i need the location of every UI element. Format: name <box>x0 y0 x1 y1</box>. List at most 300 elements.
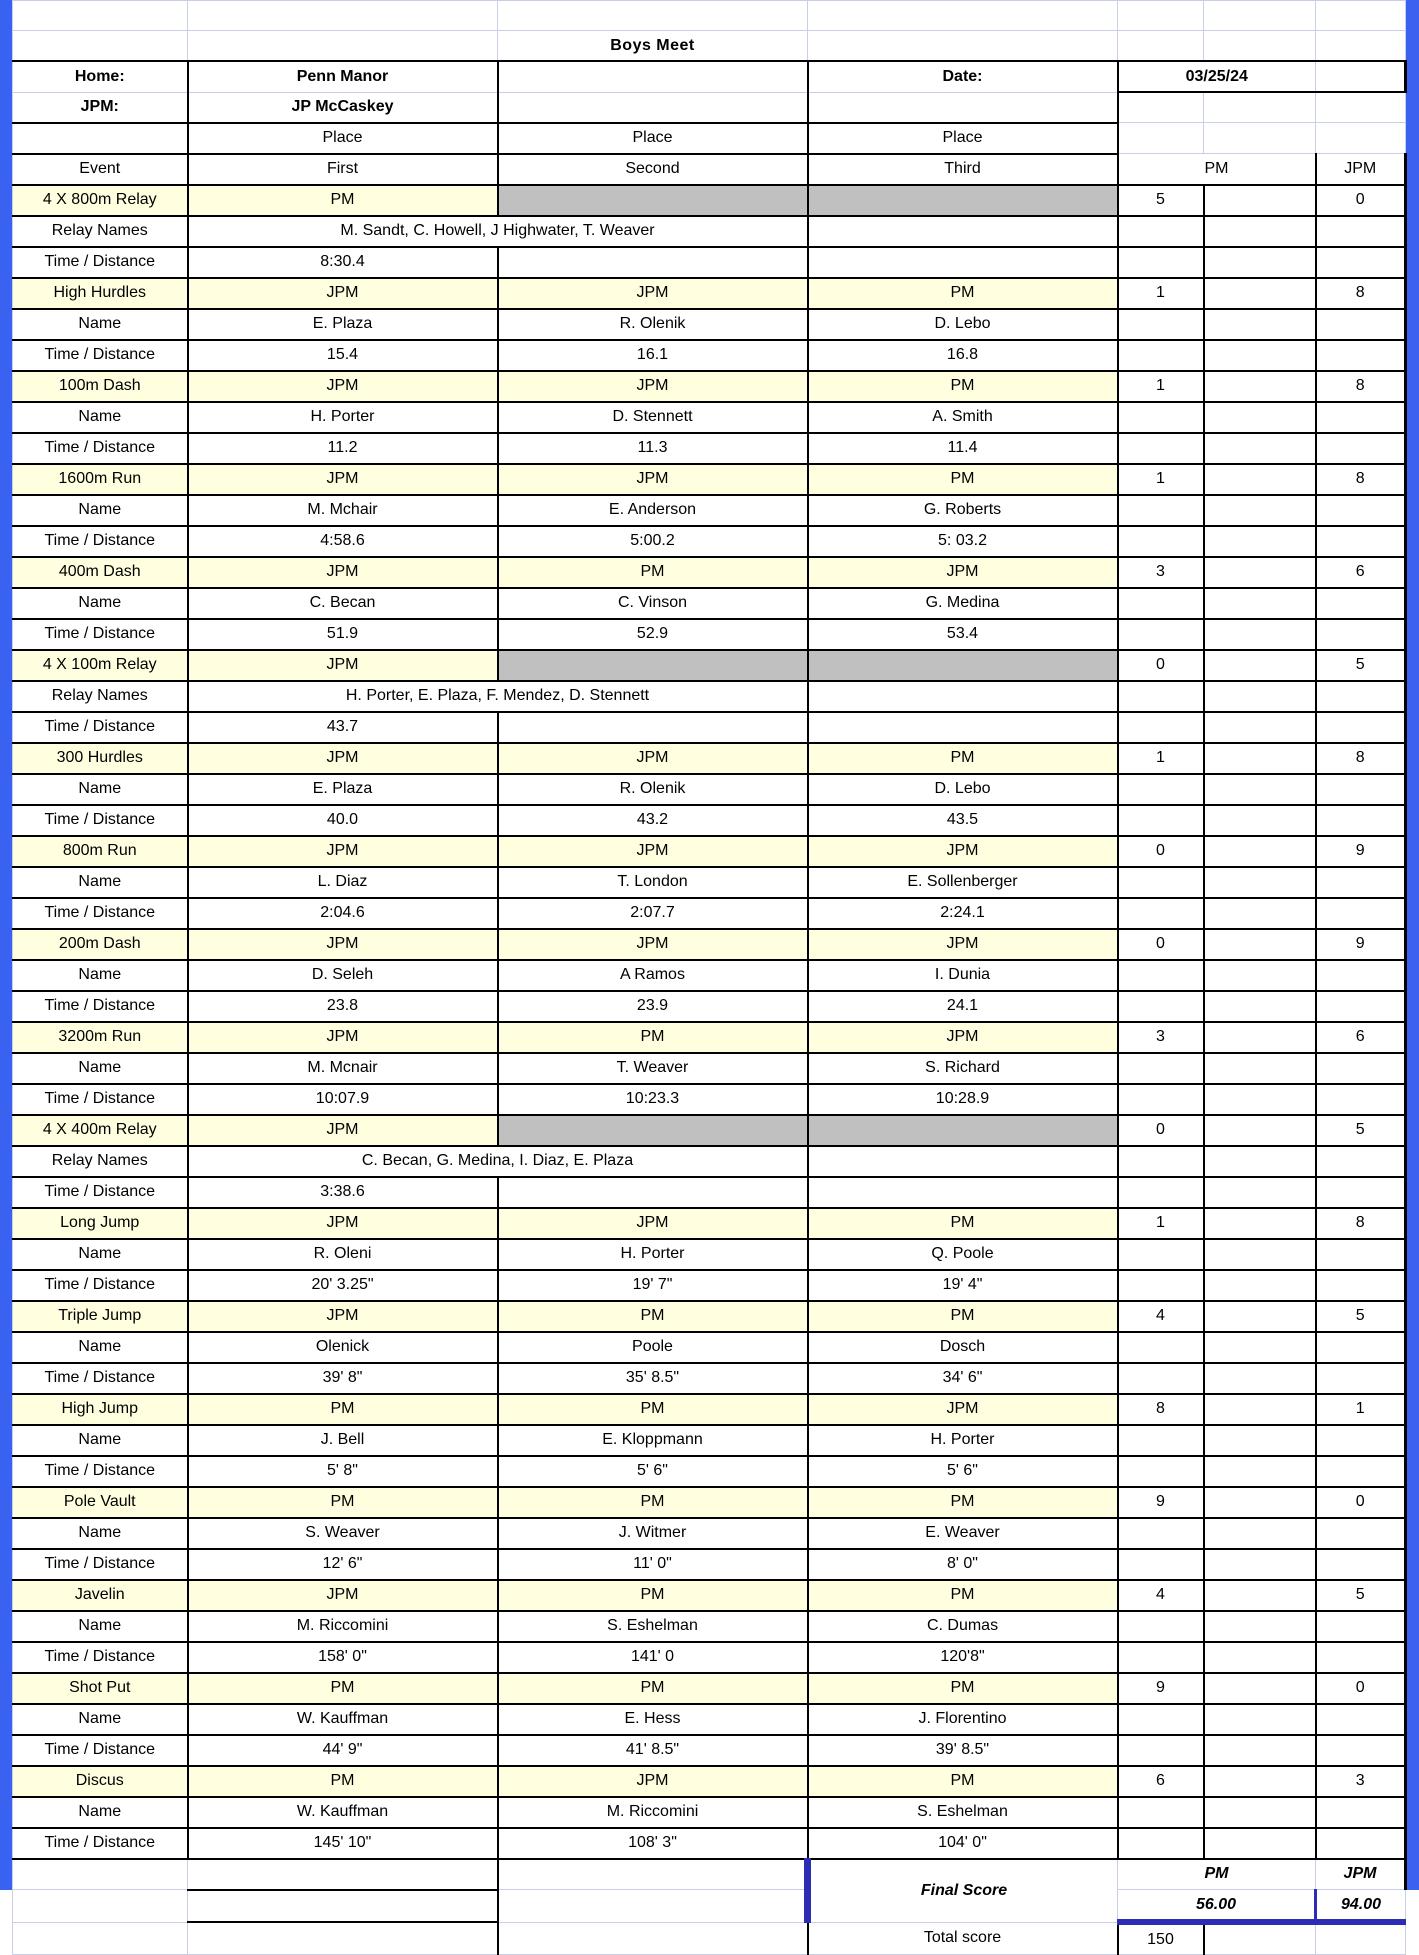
place-second[interactable]: JPM <box>498 278 808 309</box>
jpm-points[interactable]: 5 <box>1316 650 1406 681</box>
points-empty[interactable] <box>1118 1642 1204 1673</box>
place-third[interactable]: PM <box>808 1673 1118 1704</box>
event-name[interactable]: Long Jump <box>13 1208 188 1239</box>
points-empty[interactable] <box>1204 991 1316 1022</box>
time-third[interactable]: 43.5 <box>808 805 1118 836</box>
points-spacer[interactable] <box>1204 1766 1316 1797</box>
blank-cell[interactable] <box>13 1859 188 1890</box>
points-empty[interactable] <box>1118 247 1204 278</box>
points-empty[interactable] <box>1118 1239 1204 1270</box>
place-first[interactable]: JPM <box>188 1301 498 1332</box>
event-name[interactable]: High Jump <box>13 1394 188 1425</box>
points-spacer[interactable] <box>1204 650 1316 681</box>
place-third-empty[interactable] <box>808 1115 1118 1146</box>
place-first[interactable]: JPM <box>188 371 498 402</box>
place-third[interactable]: JPM <box>808 557 1118 588</box>
points-empty[interactable] <box>1316 1456 1406 1487</box>
blank-cell[interactable] <box>498 1859 808 1890</box>
name-second[interactable]: R. Olenik <box>498 309 808 340</box>
name-third[interactable]: S. Eshelman <box>808 1797 1118 1828</box>
pm-points[interactable]: 9 <box>1118 1673 1204 1704</box>
pm-points[interactable]: 1 <box>1118 464 1204 495</box>
points-empty[interactable] <box>1316 1704 1406 1735</box>
points-empty[interactable] <box>1118 898 1204 929</box>
points-empty[interactable] <box>1316 1084 1406 1115</box>
place-second[interactable]: JPM <box>498 464 808 495</box>
time-second[interactable]: 141' 0 <box>498 1642 808 1673</box>
name-first[interactable]: S. Weaver <box>188 1518 498 1549</box>
points-empty[interactable] <box>1316 433 1406 464</box>
names-empty[interactable] <box>808 216 1118 247</box>
place-third[interactable]: PM <box>808 278 1118 309</box>
name-third[interactable]: I. Dunia <box>808 960 1118 991</box>
place-second[interactable]: JPM <box>498 929 808 960</box>
points-empty[interactable] <box>1118 526 1204 557</box>
place-first[interactable]: JPM <box>188 557 498 588</box>
time-third[interactable]: 16.8 <box>808 340 1118 371</box>
place-second[interactable]: PM <box>498 1580 808 1611</box>
jpm-points[interactable]: 0 <box>1316 185 1406 216</box>
jpm-points[interactable]: 9 <box>1316 836 1406 867</box>
jpm-points[interactable]: 8 <box>1316 743 1406 774</box>
points-empty[interactable] <box>1204 309 1316 340</box>
time-first[interactable]: 2:04.6 <box>188 898 498 929</box>
event-name[interactable]: 800m Run <box>13 836 188 867</box>
place-third[interactable]: JPM <box>808 929 1118 960</box>
place-third[interactable]: PM <box>808 371 1118 402</box>
place-second[interactable]: PM <box>498 1673 808 1704</box>
name-first[interactable]: H. Porter <box>188 402 498 433</box>
name-first[interactable]: D. Seleh <box>188 960 498 991</box>
jpm-points[interactable]: 0 <box>1316 1487 1406 1518</box>
points-empty[interactable] <box>1316 1549 1406 1580</box>
name-second[interactable]: J. Witmer <box>498 1518 808 1549</box>
place-second-empty[interactable] <box>498 650 808 681</box>
time-empty[interactable] <box>808 1177 1118 1208</box>
place-first[interactable]: JPM <box>188 836 498 867</box>
name-second[interactable]: Poole <box>498 1332 808 1363</box>
event-name[interactable]: 100m Dash <box>13 371 188 402</box>
points-empty[interactable] <box>1316 1332 1406 1363</box>
event-name[interactable]: Triple Jump <box>13 1301 188 1332</box>
place-second[interactable]: JPM <box>498 836 808 867</box>
time-third[interactable]: 34' 6" <box>808 1363 1118 1394</box>
points-empty[interactable] <box>1204 1425 1316 1456</box>
name-second[interactable]: R. Olenik <box>498 774 808 805</box>
name-third[interactable]: C. Dumas <box>808 1611 1118 1642</box>
name-third[interactable]: S. Richard <box>808 1053 1118 1084</box>
time-second[interactable]: 16.1 <box>498 340 808 371</box>
points-empty[interactable] <box>1118 712 1204 743</box>
name-first[interactable]: J. Bell <box>188 1425 498 1456</box>
relay-names[interactable]: H. Porter, E. Plaza, F. Mendez, D. Stennett <box>188 681 808 712</box>
points-empty[interactable] <box>1204 805 1316 836</box>
name-third[interactable]: E. Weaver <box>808 1518 1118 1549</box>
points-empty[interactable] <box>1204 1332 1316 1363</box>
event-name[interactable]: Pole Vault <box>13 1487 188 1518</box>
points-empty[interactable] <box>1204 216 1316 247</box>
place-third[interactable]: JPM <box>808 1394 1118 1425</box>
time-second[interactable]: 19' 7" <box>498 1270 808 1301</box>
time-first[interactable]: 44' 9" <box>188 1735 498 1766</box>
points-empty[interactable] <box>1118 1053 1204 1084</box>
jpm-points[interactable]: 6 <box>1316 1022 1406 1053</box>
points-empty[interactable] <box>1118 1363 1204 1394</box>
points-empty[interactable] <box>1118 1797 1204 1828</box>
name-third[interactable]: H. Porter <box>808 1425 1118 1456</box>
points-empty[interactable] <box>1316 247 1406 278</box>
pm-points[interactable]: 0 <box>1118 650 1204 681</box>
blank-cell[interactable] <box>1204 1922 1316 1955</box>
points-empty[interactable] <box>1118 216 1204 247</box>
points-empty[interactable] <box>1316 1146 1406 1177</box>
place-first[interactable]: JPM <box>188 1580 498 1611</box>
points-empty[interactable] <box>1316 402 1406 433</box>
time-third[interactable]: 2:24.1 <box>808 898 1118 929</box>
points-empty[interactable] <box>1118 1549 1204 1580</box>
time-second[interactable]: 41' 8.5" <box>498 1735 808 1766</box>
name-first[interactable]: E. Plaza <box>188 309 498 340</box>
points-spacer[interactable] <box>1204 743 1316 774</box>
time-first[interactable]: 40.0 <box>188 805 498 836</box>
pm-points[interactable]: 1 <box>1118 278 1204 309</box>
names-empty[interactable] <box>808 681 1118 712</box>
points-empty[interactable] <box>1118 1704 1204 1735</box>
points-empty[interactable] <box>1316 898 1406 929</box>
blank-cell[interactable] <box>13 1890 188 1923</box>
event-name[interactable]: 4 X 800m Relay <box>13 185 188 216</box>
place-first[interactable]: PM <box>188 1394 498 1425</box>
name-first[interactable]: R. Oleni <box>188 1239 498 1270</box>
points-empty[interactable] <box>1118 1332 1204 1363</box>
points-empty[interactable] <box>1204 588 1316 619</box>
name-first[interactable]: M. Mchair <box>188 495 498 526</box>
points-spacer[interactable] <box>1204 464 1316 495</box>
points-empty[interactable] <box>1316 588 1406 619</box>
name-second[interactable]: E. Hess <box>498 1704 808 1735</box>
time-first[interactable]: 23.8 <box>188 991 498 1022</box>
event-name[interactable]: Javelin <box>13 1580 188 1611</box>
place-third[interactable]: PM <box>808 1301 1118 1332</box>
event-name[interactable]: 300 Hurdles <box>13 743 188 774</box>
pm-points[interactable]: 4 <box>1118 1301 1204 1332</box>
points-spacer[interactable] <box>1204 1580 1316 1611</box>
time-second[interactable]: 10:23.3 <box>498 1084 808 1115</box>
points-empty[interactable] <box>1204 1611 1316 1642</box>
points-empty[interactable] <box>1316 1363 1406 1394</box>
pm-points[interactable]: 0 <box>1118 836 1204 867</box>
points-empty[interactable] <box>1204 681 1316 712</box>
points-empty[interactable] <box>1204 712 1316 743</box>
points-empty[interactable] <box>1204 247 1316 278</box>
time-first[interactable]: 10:07.9 <box>188 1084 498 1115</box>
name-first[interactable]: L. Diaz <box>188 867 498 898</box>
place-second[interactable]: JPM <box>498 1766 808 1797</box>
jpm-points[interactable]: 8 <box>1316 371 1406 402</box>
event-name[interactable]: High Hurdles <box>13 278 188 309</box>
points-empty[interactable] <box>1316 526 1406 557</box>
points-empty[interactable] <box>1316 309 1406 340</box>
time-empty[interactable] <box>498 712 808 743</box>
event-name[interactable]: Discus <box>13 1766 188 1797</box>
place-first[interactable]: PM <box>188 1766 498 1797</box>
points-empty[interactable] <box>1316 1239 1406 1270</box>
points-empty[interactable] <box>1204 1797 1316 1828</box>
name-third[interactable]: D. Lebo <box>808 309 1118 340</box>
event-name[interactable]: 4 X 100m Relay <box>13 650 188 681</box>
points-empty[interactable] <box>1316 1425 1406 1456</box>
place-third[interactable]: PM <box>808 743 1118 774</box>
jpm-points[interactable]: 1 <box>1316 1394 1406 1425</box>
pm-points[interactable]: 0 <box>1118 929 1204 960</box>
place-first[interactable]: JPM <box>188 650 498 681</box>
points-empty[interactable] <box>1204 495 1316 526</box>
total-score-value[interactable]: 150 <box>1118 1922 1204 1955</box>
name-first[interactable]: M. Riccomini <box>188 1611 498 1642</box>
place-third[interactable]: PM <box>808 1487 1118 1518</box>
points-empty[interactable] <box>1204 1270 1316 1301</box>
points-empty[interactable] <box>1316 681 1406 712</box>
name-second[interactable]: E. Anderson <box>498 495 808 526</box>
name-first[interactable]: Olenick <box>188 1332 498 1363</box>
points-empty[interactable] <box>1204 867 1316 898</box>
points-empty[interactable] <box>1316 340 1406 371</box>
points-empty[interactable] <box>1316 1270 1406 1301</box>
points-empty[interactable] <box>1204 1456 1316 1487</box>
blank-cell[interactable] <box>1316 1922 1406 1955</box>
points-empty[interactable] <box>1118 867 1204 898</box>
place-first[interactable]: PM <box>188 1487 498 1518</box>
points-empty[interactable] <box>1118 1177 1204 1208</box>
time-third[interactable]: 5' 6" <box>808 1456 1118 1487</box>
place-second[interactable]: JPM <box>498 1208 808 1239</box>
points-empty[interactable] <box>1204 526 1316 557</box>
pm-points[interactable]: 0 <box>1118 1115 1204 1146</box>
relay-names[interactable]: C. Becan, G. Medina, I. Diaz, E. Plaza <box>188 1146 808 1177</box>
time-second[interactable]: 35' 8.5" <box>498 1363 808 1394</box>
place-first[interactable]: JPM <box>188 743 498 774</box>
points-spacer[interactable] <box>1204 1115 1316 1146</box>
points-empty[interactable] <box>1316 712 1406 743</box>
points-empty[interactable] <box>1316 1053 1406 1084</box>
place-second[interactable]: PM <box>498 1301 808 1332</box>
points-empty[interactable] <box>1204 1053 1316 1084</box>
blank-cell[interactable] <box>498 1922 808 1955</box>
name-second[interactable]: T. London <box>498 867 808 898</box>
points-empty[interactable] <box>1316 1735 1406 1766</box>
jpm-points[interactable]: 6 <box>1316 557 1406 588</box>
pm-points[interactable]: 3 <box>1118 557 1204 588</box>
place-third[interactable]: JPM <box>808 836 1118 867</box>
points-empty[interactable] <box>1118 1425 1204 1456</box>
points-empty[interactable] <box>1118 495 1204 526</box>
time-third[interactable]: 10:28.9 <box>808 1084 1118 1115</box>
away-team[interactable]: JP McCaskey <box>188 92 498 123</box>
place-third-empty[interactable] <box>808 650 1118 681</box>
pm-points[interactable]: 1 <box>1118 371 1204 402</box>
time-first[interactable]: 51.9 <box>188 619 498 650</box>
place-first[interactable]: JPM <box>188 1115 498 1146</box>
points-empty[interactable] <box>1204 1518 1316 1549</box>
time-second[interactable]: 11' 0" <box>498 1549 808 1580</box>
time-third[interactable]: 5: 03.2 <box>808 526 1118 557</box>
jpm-points[interactable]: 8 <box>1316 278 1406 309</box>
pm-points[interactable]: 9 <box>1118 1487 1204 1518</box>
name-first[interactable]: M. Mcnair <box>188 1053 498 1084</box>
time-empty[interactable] <box>498 247 808 278</box>
place-third[interactable]: JPM <box>808 1022 1118 1053</box>
place-third[interactable]: PM <box>808 1766 1118 1797</box>
time-second[interactable]: 23.9 <box>498 991 808 1022</box>
place-second[interactable]: JPM <box>498 371 808 402</box>
points-spacer[interactable] <box>1204 1022 1316 1053</box>
event-name[interactable]: Shot Put <box>13 1673 188 1704</box>
pm-points[interactable]: 8 <box>1118 1394 1204 1425</box>
points-empty[interactable] <box>1316 1518 1406 1549</box>
name-first[interactable]: E. Plaza <box>188 774 498 805</box>
points-empty[interactable] <box>1316 960 1406 991</box>
time-empty[interactable] <box>808 712 1118 743</box>
points-empty[interactable] <box>1316 991 1406 1022</box>
points-spacer[interactable] <box>1204 1208 1316 1239</box>
points-empty[interactable] <box>1118 1456 1204 1487</box>
points-spacer[interactable] <box>1204 371 1316 402</box>
time-first[interactable]: 39' 8" <box>188 1363 498 1394</box>
points-empty[interactable] <box>1316 1642 1406 1673</box>
relay-names[interactable]: M. Sandt, C. Howell, J Highwater, T. Weaver <box>188 216 808 247</box>
name-third[interactable]: D. Lebo <box>808 774 1118 805</box>
points-empty[interactable] <box>1118 805 1204 836</box>
blank-cell[interactable] <box>188 1922 498 1955</box>
time-third[interactable]: 39' 8.5" <box>808 1735 1118 1766</box>
place-second[interactable]: JPM <box>498 743 808 774</box>
date-value[interactable]: 03/25/24 <box>1118 61 1316 92</box>
place-second[interactable]: PM <box>498 1394 808 1425</box>
name-third[interactable]: G. Roberts <box>808 495 1118 526</box>
time-second[interactable]: 5' 6" <box>498 1456 808 1487</box>
time-first[interactable]: 15.4 <box>188 340 498 371</box>
points-spacer[interactable] <box>1204 1394 1316 1425</box>
place-third[interactable]: PM <box>808 1580 1118 1611</box>
points-empty[interactable] <box>1118 1270 1204 1301</box>
points-empty[interactable] <box>1204 1177 1316 1208</box>
time-first[interactable]: 145' 10" <box>188 1828 498 1859</box>
name-first[interactable]: W. Kauffman <box>188 1797 498 1828</box>
points-empty[interactable] <box>1204 433 1316 464</box>
points-empty[interactable] <box>1118 1735 1204 1766</box>
time-first[interactable]: 8:30.4 <box>188 247 498 278</box>
points-empty[interactable] <box>1316 619 1406 650</box>
place-first[interactable]: JPM <box>188 464 498 495</box>
place-third[interactable]: PM <box>808 1208 1118 1239</box>
jpm-points[interactable]: 8 <box>1316 1208 1406 1239</box>
points-empty[interactable] <box>1204 960 1316 991</box>
points-empty[interactable] <box>1118 774 1204 805</box>
place-second-empty[interactable] <box>498 185 808 216</box>
place-first[interactable]: JPM <box>188 1208 498 1239</box>
time-second[interactable]: 52.9 <box>498 619 808 650</box>
points-empty[interactable] <box>1118 1611 1204 1642</box>
event-name[interactable]: 400m Dash <box>13 557 188 588</box>
name-second[interactable]: H. Porter <box>498 1239 808 1270</box>
points-empty[interactable] <box>1316 867 1406 898</box>
time-third[interactable]: 8' 0" <box>808 1549 1118 1580</box>
time-empty[interactable] <box>808 247 1118 278</box>
place-first[interactable]: JPM <box>188 1022 498 1053</box>
jpm-points[interactable]: 5 <box>1316 1301 1406 1332</box>
time-first[interactable]: 5' 8" <box>188 1456 498 1487</box>
points-empty[interactable] <box>1204 1735 1316 1766</box>
points-empty[interactable] <box>1118 619 1204 650</box>
points-empty[interactable] <box>1316 495 1406 526</box>
points-spacer[interactable] <box>1204 1673 1316 1704</box>
points-empty[interactable] <box>1316 216 1406 247</box>
points-empty[interactable] <box>1118 340 1204 371</box>
points-spacer[interactable] <box>1204 836 1316 867</box>
blank-cell[interactable] <box>498 1890 808 1923</box>
points-spacer[interactable] <box>1204 929 1316 960</box>
place-second-empty[interactable] <box>498 1115 808 1146</box>
points-empty[interactable] <box>1118 402 1204 433</box>
pm-points[interactable]: 1 <box>1118 743 1204 774</box>
time-second[interactable]: 5:00.2 <box>498 526 808 557</box>
names-empty[interactable] <box>808 1146 1118 1177</box>
points-empty[interactable] <box>1118 309 1204 340</box>
name-third[interactable]: J. Florentino <box>808 1704 1118 1735</box>
time-third[interactable]: 19' 4" <box>808 1270 1118 1301</box>
points-empty[interactable] <box>1204 340 1316 371</box>
points-empty[interactable] <box>1204 1549 1316 1580</box>
name-third[interactable]: G. Medina <box>808 588 1118 619</box>
place-third-empty[interactable] <box>808 185 1118 216</box>
points-empty[interactable] <box>1204 1084 1316 1115</box>
event-name[interactable]: 200m Dash <box>13 929 188 960</box>
points-empty[interactable] <box>1204 1363 1316 1394</box>
points-empty[interactable] <box>1118 1084 1204 1115</box>
name-second[interactable]: E. Kloppmann <box>498 1425 808 1456</box>
time-first[interactable]: 20' 3.25" <box>188 1270 498 1301</box>
points-empty[interactable] <box>1316 1797 1406 1828</box>
points-empty[interactable] <box>1316 1611 1406 1642</box>
time-first[interactable]: 4:58.6 <box>188 526 498 557</box>
points-empty[interactable] <box>1316 805 1406 836</box>
points-empty[interactable] <box>1204 619 1316 650</box>
name-second[interactable]: A Ramos <box>498 960 808 991</box>
place-second[interactable]: PM <box>498 1022 808 1053</box>
name-second[interactable]: M. Riccomini <box>498 1797 808 1828</box>
time-second[interactable]: 11.3 <box>498 433 808 464</box>
pm-points[interactable]: 5 <box>1118 185 1204 216</box>
blank-cell[interactable] <box>188 1859 498 1890</box>
home-team[interactable]: Penn Manor <box>188 61 498 92</box>
name-second[interactable]: C. Vinson <box>498 588 808 619</box>
name-first[interactable]: W. Kauffman <box>188 1704 498 1735</box>
time-second[interactable]: 108' 3" <box>498 1828 808 1859</box>
time-first[interactable]: 12' 6" <box>188 1549 498 1580</box>
time-first[interactable]: 43.7 <box>188 712 498 743</box>
time-second[interactable]: 43.2 <box>498 805 808 836</box>
points-spacer[interactable] <box>1204 557 1316 588</box>
time-third[interactable]: 11.4 <box>808 433 1118 464</box>
time-first[interactable]: 158' 0" <box>188 1642 498 1673</box>
place-second[interactable]: PM <box>498 1487 808 1518</box>
place-first[interactable]: JPM <box>188 278 498 309</box>
points-empty[interactable] <box>1118 433 1204 464</box>
name-second[interactable]: T. Weaver <box>498 1053 808 1084</box>
pm-points[interactable]: 1 <box>1118 1208 1204 1239</box>
points-empty[interactable] <box>1118 1518 1204 1549</box>
points-empty[interactable] <box>1316 1828 1406 1859</box>
